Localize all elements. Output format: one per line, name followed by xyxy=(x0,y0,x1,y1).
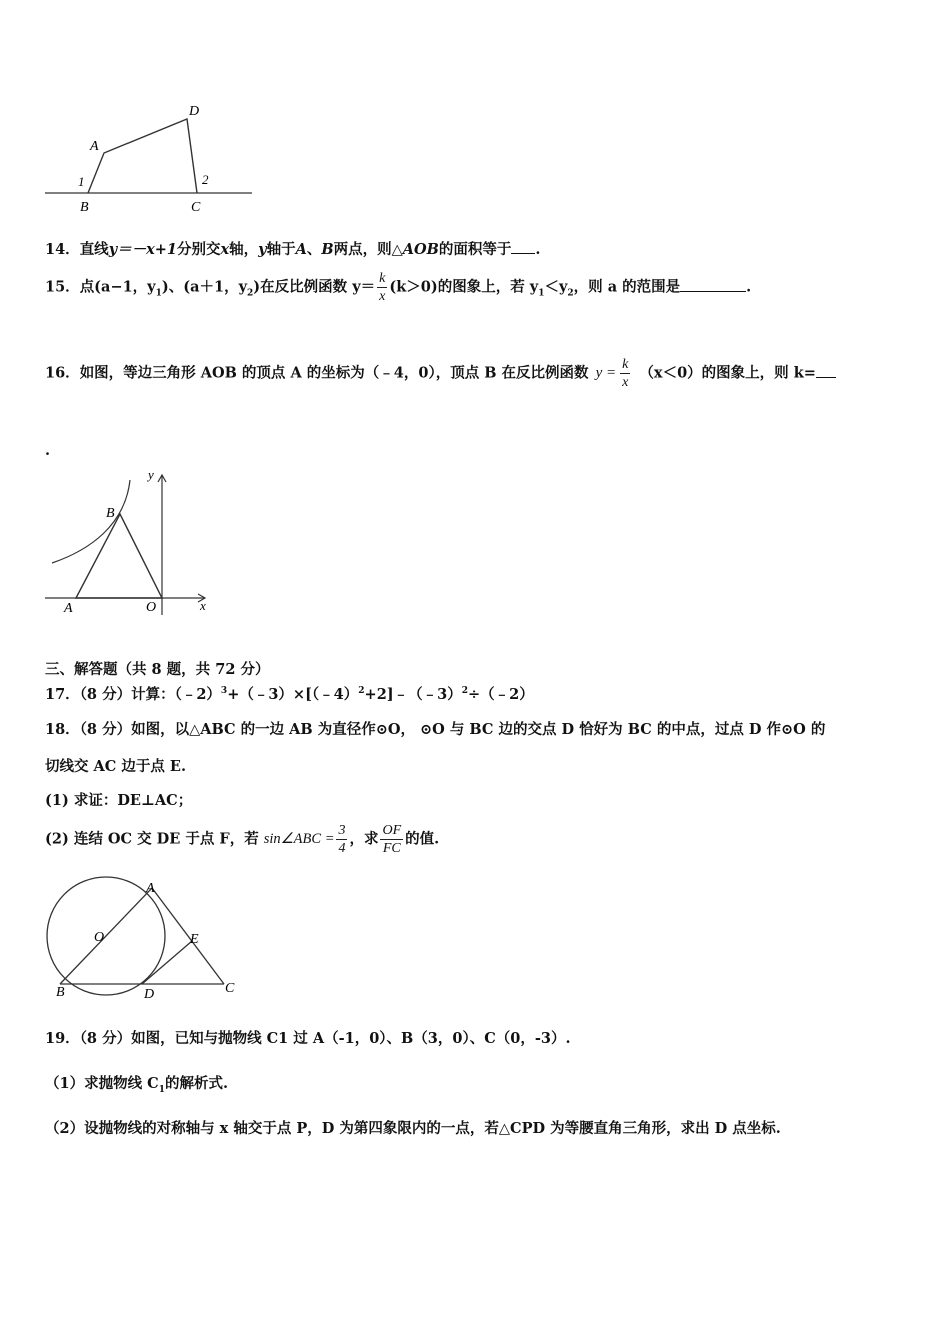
q18-number: 18． xyxy=(45,721,80,738)
q15-text: ，则 a 的范围是 xyxy=(573,278,681,296)
q16-text: （x＜0）的图象上，则 k= xyxy=(639,364,816,382)
q19-part1 xyxy=(45,1072,228,1095)
q14-triangle: AOB xyxy=(402,241,439,258)
q14-point-a: A xyxy=(295,241,307,258)
q15-text: ＜y xyxy=(544,278,568,296)
label-2: 2 xyxy=(202,172,209,187)
segment-BA xyxy=(60,888,152,984)
q18-ratio-num: OF xyxy=(382,823,402,838)
q15-text: 点(a−1，y xyxy=(79,278,156,296)
question-15 xyxy=(45,270,751,305)
q15-text: )、(a＋1，y xyxy=(161,278,248,296)
q14-text: 分别交 xyxy=(177,241,221,258)
q19-text: 的解析式. xyxy=(164,1075,229,1092)
q14-var-x: x xyxy=(220,241,230,258)
q18-sin-fraction xyxy=(336,822,347,857)
q14-text: 两点，则△ xyxy=(333,241,403,258)
q17-text: +2]﹣（﹣3） xyxy=(364,686,462,703)
label-B: B xyxy=(106,506,115,521)
label-C: C xyxy=(225,981,235,996)
q14-equation: y＝－x+1 xyxy=(108,241,177,258)
q15-answer-blank[interactable] xyxy=(680,279,746,292)
q15-sub: 1 xyxy=(155,288,162,299)
hyperbola-curve xyxy=(52,480,130,563)
q14-text: 轴， xyxy=(229,241,259,258)
q18-sin-num: 3 xyxy=(338,823,346,838)
q14-text: 轴于 xyxy=(266,241,296,258)
equilateral-triangle xyxy=(76,514,162,598)
q17-text: （8 分）计算：（﹣2） xyxy=(79,686,221,703)
figure-q18-circle xyxy=(40,872,250,1002)
quad-edges xyxy=(88,119,197,193)
question-14 xyxy=(45,238,540,259)
q18-text: ，求 xyxy=(349,830,379,848)
q16-text: 如图，等边三角形 AOB 的顶点 A 的坐标为（﹣4，0），顶点 B 在反比例函数 xyxy=(79,364,589,382)
label-B: B xyxy=(80,200,89,215)
label-A: A xyxy=(90,139,99,154)
q17-exp: 2 xyxy=(358,686,365,697)
q17-text: ÷（﹣2） xyxy=(468,686,534,703)
label-1: 1 xyxy=(78,174,85,189)
q16-answer-blank[interactable] xyxy=(816,365,836,378)
q15-sub: 2 xyxy=(567,288,574,299)
segment-AC xyxy=(152,888,224,984)
q16-tail: . xyxy=(45,442,51,459)
q18-ratio-fraction xyxy=(380,822,403,857)
q16-y-eq: y = xyxy=(595,365,617,381)
q19-number: 19． xyxy=(45,1030,80,1047)
q19-text: （1）求抛物线 C xyxy=(45,1075,159,1092)
figure-q16-graph xyxy=(40,465,220,620)
q19-sub: 1 xyxy=(158,1084,165,1095)
label-y: y xyxy=(148,467,154,482)
question-19 xyxy=(45,1027,571,1048)
label-x: x xyxy=(200,598,206,613)
section-3-title: 三、解答题（共 8 题，共 72 分） xyxy=(45,661,270,678)
q15-text: )在反比例函数 y＝ xyxy=(253,278,376,296)
label-O: O xyxy=(146,600,157,615)
q14-number: 14． xyxy=(45,241,80,258)
q15-number: 15． xyxy=(45,278,80,296)
q15-sub: 2 xyxy=(247,288,254,299)
q14-point-b: B xyxy=(321,241,334,258)
q14-text: 、 xyxy=(306,241,322,258)
q19-part2: （2）设抛物线的对称轴与 x 轴交于点 P，D 为第四象限内的一点，若△CPD 为等腰直角三角形，求出 D 点坐标. xyxy=(45,1120,781,1137)
q14-var-y: y xyxy=(258,241,267,258)
label-O: O xyxy=(94,930,105,945)
q17-text: +（﹣3）×[（﹣4） xyxy=(227,686,359,703)
q19-text: （8 分）如图，已知与抛物线 C1 过 A（-1，0）、B（3，0）、C（0，-3）. xyxy=(79,1030,571,1047)
q15-text: (k＞0)的图象上，若 y xyxy=(389,278,539,296)
q18-ratio-den: FC xyxy=(382,841,401,856)
q16-frac-den: x xyxy=(622,375,629,390)
label-E: E xyxy=(190,932,199,947)
label-A: A xyxy=(64,601,73,616)
segment-DE xyxy=(142,941,192,984)
label-D: D xyxy=(189,104,200,119)
q18-sin: sin∠ABC = xyxy=(263,831,335,847)
q17-number: 17． xyxy=(45,686,80,703)
q14-answer-blank[interactable] xyxy=(511,241,535,254)
q17-exp: 2 xyxy=(461,686,469,697)
q18-part2 xyxy=(45,822,439,857)
q17-exp: 3 xyxy=(220,686,228,697)
q15-sub: 1 xyxy=(538,288,545,299)
q15-frac-num: k xyxy=(379,271,386,286)
label-D: D xyxy=(144,987,155,1002)
label-A: A xyxy=(146,881,155,896)
q15-fraction xyxy=(377,270,387,305)
q18-part1: (1) 求证：DE⊥AC； xyxy=(45,792,193,809)
q18-text: 的值. xyxy=(405,830,440,848)
q16-number: 16． xyxy=(45,364,80,382)
q14-end: . xyxy=(535,241,541,258)
q15-end: . xyxy=(746,278,752,296)
q16-frac-num: k xyxy=(622,357,629,372)
q18-line2: 切线交 AC 边于点 E. xyxy=(45,758,187,775)
figure-quadrilateral xyxy=(40,95,260,220)
q14-text: 的面积等于 xyxy=(438,241,512,258)
question-16 xyxy=(45,356,836,391)
question-18 xyxy=(45,718,825,739)
label-B: B xyxy=(56,985,65,1000)
q16-function xyxy=(596,356,633,391)
q18-text: （8 分）如图，以△ABC 的一边 AB 为直径作⊙O， ⊙O 与 BC 边的交点 D 恰好为 BC 的中点，过点 D 作⊙O 的 xyxy=(79,721,826,738)
question-17 xyxy=(45,683,534,704)
q14-text: 直线 xyxy=(79,241,109,258)
q15-frac-den: x xyxy=(379,289,386,304)
q18-text: (2) 连结 OC 交 DE 于点 F，若 xyxy=(45,830,259,848)
q18-sin-den: 4 xyxy=(338,841,346,856)
q16-fraction xyxy=(620,356,630,391)
label-C: C xyxy=(191,200,201,215)
